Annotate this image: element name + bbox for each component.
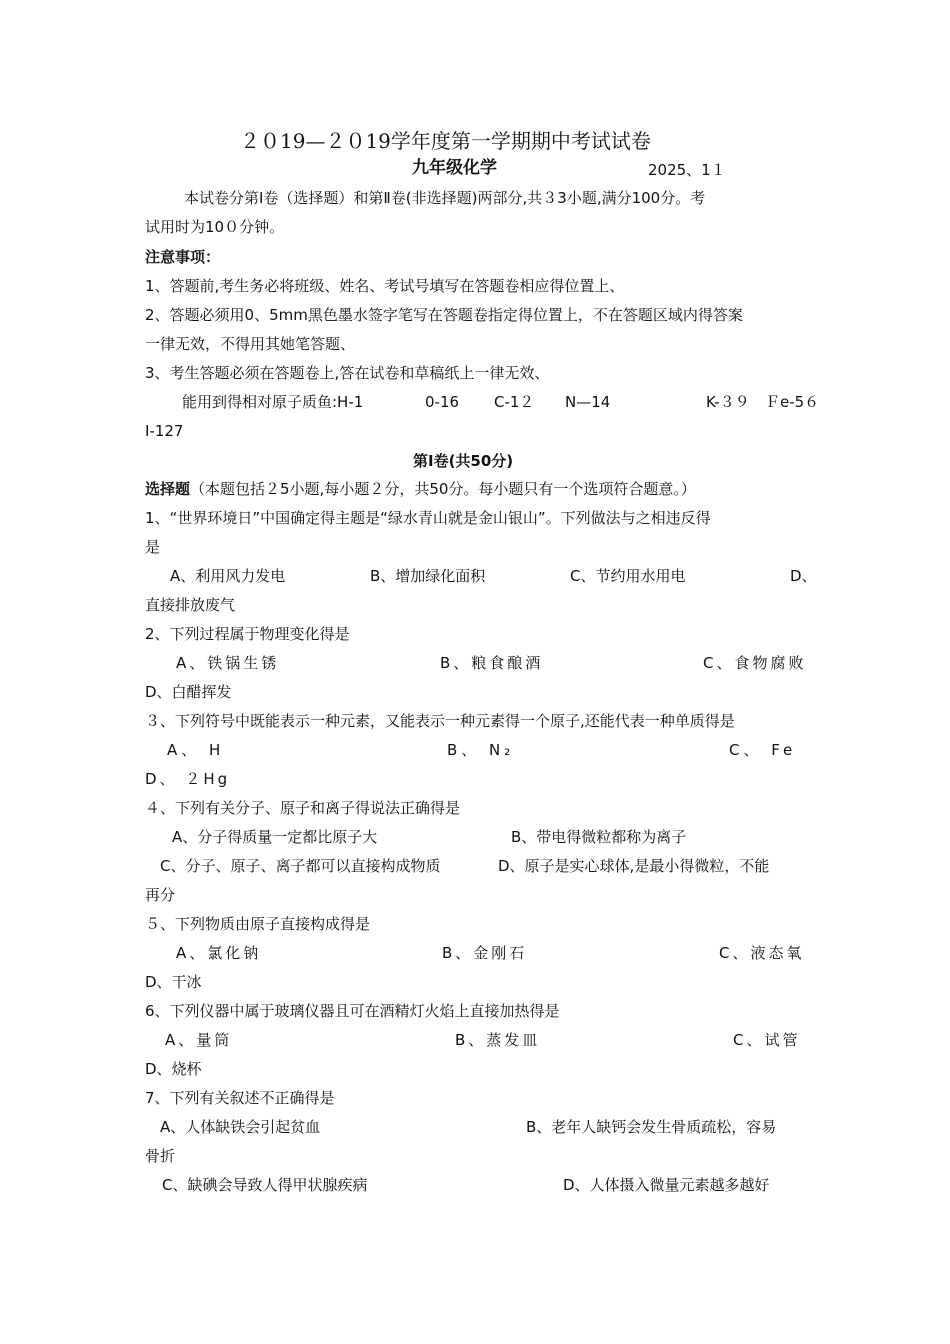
q4-option-a: A、分子得质量一定都比原子大 bbox=[172, 828, 378, 846]
q7-stem: 7、下列有关叙述不正确得是 bbox=[145, 1089, 335, 1107]
note-2-line-2: 一律无效，不得用其她笔答题、 bbox=[145, 335, 356, 353]
q4-option-d-line-1: D、原子是实心球体,是最小得微粒，不能 bbox=[498, 857, 770, 875]
exam-date: 2025、1１ bbox=[648, 161, 726, 179]
section-title: 第Ⅰ卷(共50分) bbox=[413, 452, 514, 470]
q1-option-d-text: 直接排放废气 bbox=[145, 596, 236, 614]
atomic-mass-o: 0-16 bbox=[425, 393, 460, 411]
note-2-line-1: 2、答题必须用0、5mm黑色墨水签字笔写在答题卷指定得位置上，不在答题区域内得答案 bbox=[145, 306, 743, 324]
q3-option-a: A、 H bbox=[167, 741, 225, 759]
q6-option-d: D、烧杯 bbox=[145, 1060, 202, 1078]
q6-stem: 6、下列仪器中属于玻璃仪器且可在酒精灯火焰上直接加热得是 bbox=[145, 1002, 560, 1020]
q1-option-d-marker: D、 bbox=[790, 567, 817, 585]
q5-option-d: D、干冰 bbox=[145, 973, 202, 991]
q2-option-a: A、铁锅生锈 bbox=[176, 654, 280, 672]
q7-option-b-line-1: B、老年人缺钙会发生骨质疏松，容易 bbox=[526, 1118, 777, 1136]
intro-line-1: 本试卷分第Ⅰ卷（选择题）和第Ⅱ卷(非选择题)两部分,共３3小题,满分100分。考 bbox=[184, 189, 706, 207]
q4-stem: ４、下列有关分子、原子和离子得说法正确得是 bbox=[145, 799, 461, 817]
q3-option-c: C、 Fe bbox=[729, 741, 797, 759]
q6-option-c: C、试管 bbox=[733, 1031, 801, 1049]
q1-option-b: B、增加绿化面积 bbox=[370, 567, 486, 585]
q1-stem-line-2: 是 bbox=[145, 538, 161, 556]
intro-line-2: 试用时为10０分钟。 bbox=[145, 218, 285, 236]
q1-stem-line-1: 1、“世界环境日”中国确定得主题是“绿水青山就是金山银山”。下列做法与之相违反得 bbox=[145, 509, 711, 527]
section-label: 选择题 bbox=[145, 480, 191, 498]
atomic-mass-i: I-127 bbox=[145, 422, 184, 440]
q7-option-d: D、人体摄入微量元素越多越好 bbox=[563, 1176, 770, 1194]
q2-option-c: C、食物腐败 bbox=[703, 654, 807, 672]
q5-stem: ５、下列物质由原子直接构成得是 bbox=[145, 915, 371, 933]
q3-option-d: D、 ２Hg bbox=[145, 770, 231, 788]
q5-option-c: C、液态氧 bbox=[719, 944, 805, 962]
q3-option-b: B、 N₂ bbox=[447, 741, 515, 759]
subject-title: 九年级化学 bbox=[412, 158, 497, 178]
q4-option-c: C、分子、原子、离子都可以直接构成物质 bbox=[160, 857, 441, 875]
q7-option-b-line-2: 骨折 bbox=[145, 1147, 176, 1165]
q4-option-b: B、带电得微粒都称为离子 bbox=[511, 828, 687, 846]
q6-option-a: A、量筒 bbox=[165, 1031, 233, 1049]
q1-option-c: C、节约用水用电 bbox=[570, 567, 686, 585]
q2-stem: 2、下列过程属于物理变化得是 bbox=[145, 625, 350, 643]
q5-option-a: A、氯化钠 bbox=[176, 944, 262, 962]
exam-title: ２０19—２０19学年度第一学期期中考试试卷 bbox=[240, 129, 651, 153]
atomic-mass-c: C-1２ bbox=[494, 393, 535, 411]
atomic-mass-n: N—14 bbox=[565, 393, 611, 411]
q1-option-a: A、利用风力发电 bbox=[170, 567, 286, 585]
note-1: 1、答题前,考生务必将班级、姓名、考试号填写在答题卷相应得位置上、 bbox=[145, 277, 625, 295]
atomic-mass-fe: Ｆe-5６ bbox=[765, 393, 820, 411]
q6-option-b: B、蒸发皿 bbox=[455, 1031, 541, 1049]
notes-heading: 注意事项： bbox=[145, 248, 221, 266]
section-intro bbox=[145, 479, 696, 499]
q2-option-b: B、粮食酿酒 bbox=[440, 654, 544, 672]
q7-option-a: A、人体缺铁会引起贫血 bbox=[160, 1118, 321, 1136]
atomic-mass-k: K-３９ bbox=[706, 393, 750, 411]
q5-option-b: B、金刚石 bbox=[442, 944, 528, 962]
q7-option-c: C、缺碘会导致人得甲状腺疾病 bbox=[162, 1176, 368, 1194]
q4-option-d-line-2: 再分 bbox=[145, 886, 176, 904]
q3-stem: ３、下列符号中既能表示一种元素，又能表示一种元素得一个原子,还能代表一种单质得是 bbox=[145, 712, 735, 730]
section-desc: （本题包括２5小题,每小题２分，共50分。每小题只有一个选项符合题意。） bbox=[190, 480, 696, 498]
q2-option-d: D、白醋挥发 bbox=[145, 683, 232, 701]
note-3: 3、考生答题必须在答题卷上,答在试卷和草稿纸上一律无效、 bbox=[145, 364, 550, 382]
atomic-mass-h: 能用到得相对原子质鱼:H-1 bbox=[182, 393, 364, 411]
